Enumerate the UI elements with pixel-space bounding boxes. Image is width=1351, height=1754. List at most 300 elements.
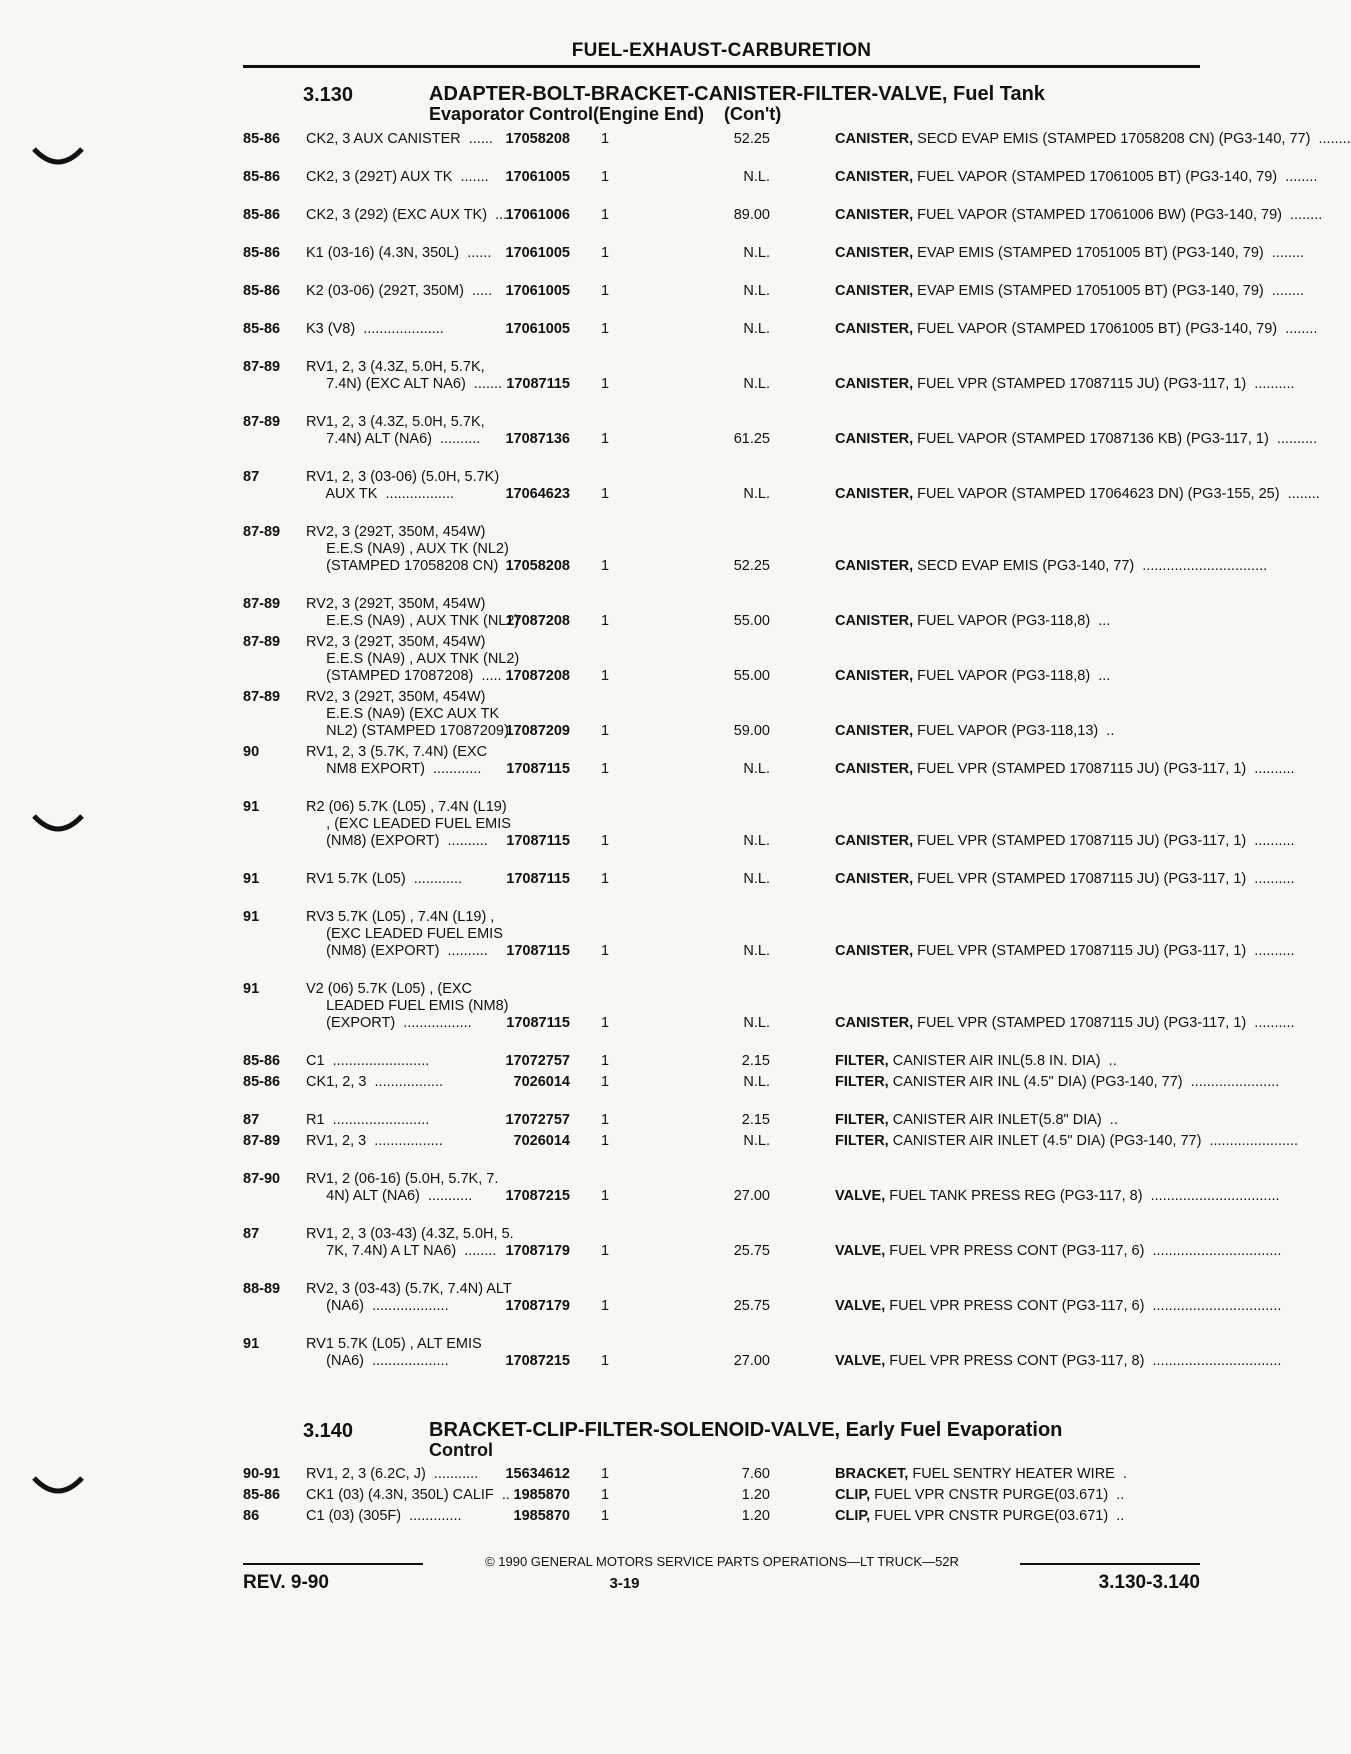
table-row bbox=[243, 596, 1200, 634]
quantity: 1 bbox=[601, 1074, 610, 1090]
part-name-detail: SECD EVAP EMIS (PG3-140, 77) ............................... bbox=[913, 558, 1268, 574]
part-name-detail: FUEL VPR (STAMPED 17087115 JU) (PG3-117, 1) .......... bbox=[913, 833, 1295, 849]
part-name-detail: FUEL VPR PRESS CONT (PG3-117, 6) ................................ bbox=[885, 1298, 1282, 1314]
year-range: 87-89 bbox=[243, 359, 281, 375]
part-name-keyword: CANISTER, bbox=[835, 668, 914, 684]
quantity: 1 bbox=[601, 169, 610, 185]
binder-hole-mark bbox=[30, 1472, 86, 1502]
price: 52.25 bbox=[733, 558, 770, 574]
part-name-keyword: CANISTER, bbox=[835, 321, 914, 337]
table-row bbox=[243, 1053, 1200, 1074]
quantity: 1 bbox=[601, 1466, 610, 1482]
table-row bbox=[243, 245, 1305, 283]
section-number: 3.130 bbox=[303, 84, 354, 106]
table-row bbox=[243, 799, 1295, 871]
part-name-detail: FUEL VPR (STAMPED 17087115 JU) (PG3-117, 1) .......... bbox=[913, 1015, 1295, 1031]
application-desc: 7.4N) ALT (NA6) .......... bbox=[306, 431, 481, 447]
quantity: 1 bbox=[601, 761, 610, 777]
part-number: 1985870 bbox=[513, 1487, 570, 1503]
part-name-keyword: CANISTER, bbox=[835, 486, 914, 502]
quantity: 1 bbox=[601, 558, 610, 574]
application-desc: NM8 EXPORT) ............ bbox=[306, 761, 482, 777]
section-title-line: Control bbox=[429, 1440, 493, 1460]
part-number: 17087115 bbox=[506, 376, 570, 392]
part-name bbox=[835, 283, 1305, 300]
part-name-keyword: CLIP, bbox=[835, 1508, 871, 1524]
part-name-keyword: CANISTER, bbox=[835, 245, 914, 261]
application-desc: , (EXC LEADED FUEL EMIS bbox=[306, 816, 511, 832]
year-range: 91 bbox=[243, 1336, 260, 1352]
part-number: 17087215 bbox=[505, 1353, 570, 1369]
application-desc: CK2, 3 AUX CANISTER ...... bbox=[306, 131, 493, 147]
price: 25.75 bbox=[733, 1243, 770, 1259]
application-desc: RV1, 2, 3 (03-43) (4.3Z, 5.0H, 5. bbox=[306, 1226, 514, 1242]
quantity: 1 bbox=[601, 723, 610, 739]
part-number: 1985870 bbox=[513, 1508, 570, 1524]
year-range: 85-86 bbox=[243, 1487, 281, 1503]
quantity: 1 bbox=[601, 1053, 610, 1069]
application-desc: RV2, 3 (03-43) (5.7K, 7.4N) ALT bbox=[306, 1281, 512, 1297]
table-row bbox=[243, 1133, 1299, 1171]
part-number: 17087115 bbox=[506, 761, 570, 777]
part-name-keyword: VALVE, bbox=[835, 1353, 886, 1369]
year-range: 87-90 bbox=[243, 1171, 281, 1187]
year-range: 90 bbox=[243, 744, 260, 760]
part-name-keyword: CANISTER, bbox=[835, 131, 914, 147]
part-name bbox=[835, 1487, 1205, 1504]
part-name-detail: FUEL VPR (STAMPED 17087115 JU) (PG3-117, 1) .......... bbox=[913, 761, 1295, 777]
table-row bbox=[243, 1226, 1282, 1281]
table-row bbox=[243, 1336, 1282, 1391]
application-desc: CK1, 2, 3 ................. bbox=[306, 1074, 443, 1090]
table-row bbox=[243, 469, 1320, 524]
price: N.L. bbox=[743, 245, 770, 261]
application-desc: K1 (03-16) (4.3N, 350L) ...... bbox=[306, 245, 492, 261]
part-number: 17058208 bbox=[505, 558, 570, 574]
part-name-keyword: CANISTER, bbox=[835, 558, 914, 574]
application-desc: R2 (06) 5.7K (L05) , 7.4N (L19) bbox=[306, 799, 507, 815]
section-title-line: BRACKET-CLIP-FILTER-SOLENOID-VALVE, Early Fuel Evaporation bbox=[429, 1419, 1063, 1441]
quantity: 1 bbox=[601, 245, 610, 261]
year-range: 85-86 bbox=[243, 245, 281, 261]
price: 55.00 bbox=[733, 668, 770, 684]
part-name bbox=[835, 1243, 1282, 1260]
part-name-detail: FUEL VAPOR (PG3-118,8) ... bbox=[913, 613, 1111, 629]
quantity: 1 bbox=[601, 1188, 610, 1204]
quantity: 1 bbox=[601, 1015, 610, 1031]
application-desc: CK2, 3 (292) (EXC AUX TK) ... bbox=[306, 207, 508, 223]
footer-rule bbox=[243, 1563, 423, 1565]
revision-label: REV. 9-90 bbox=[243, 1572, 329, 1593]
part-name-detail: FUEL VPR (STAMPED 17087115 JU) (PG3-117, 1) .......... bbox=[913, 376, 1295, 392]
application-desc: RV1, 2 (06-16) (5.0H, 5.7K, 7. bbox=[306, 1171, 499, 1187]
part-name-detail: FUEL VAPOR (STAMPED 17087136 KB) (PG3-117, 1) .......... bbox=[913, 431, 1318, 447]
part-name-detail: CANISTER AIR INLET(5.8" DIA) .. bbox=[888, 1112, 1118, 1128]
quantity: 1 bbox=[601, 1508, 610, 1524]
part-name bbox=[835, 169, 1318, 186]
part-name bbox=[835, 1133, 1299, 1150]
year-range: 85-86 bbox=[243, 321, 281, 337]
year-range: 90-91 bbox=[243, 1466, 281, 1482]
table-row bbox=[243, 207, 1323, 245]
table-row bbox=[243, 1466, 1200, 1487]
year-range: 87-89 bbox=[243, 596, 281, 612]
application-desc: RV2, 3 (292T, 350M, 454W) bbox=[306, 596, 486, 612]
quantity: 1 bbox=[601, 1112, 610, 1128]
application-desc: RV1 5.7K (L05) ............ bbox=[306, 871, 463, 887]
part-name-detail: FUEL VAPOR (STAMPED 17061005 BT) (PG3-140, 79) ........ bbox=[913, 169, 1318, 185]
part-name bbox=[835, 486, 1320, 503]
year-range: 91 bbox=[243, 799, 260, 815]
part-name bbox=[835, 131, 1351, 148]
quantity: 1 bbox=[601, 207, 610, 223]
year-range: 87-89 bbox=[243, 689, 281, 705]
application-desc: NL2) (STAMPED 17087209) . bbox=[306, 723, 521, 739]
section-title bbox=[429, 1420, 1189, 1460]
application-desc: RV1, 2, 3 (5.7K, 7.4N) (EXC bbox=[306, 744, 488, 760]
part-name bbox=[835, 1112, 1205, 1129]
table-row bbox=[243, 981, 1295, 1053]
part-name bbox=[835, 1508, 1205, 1525]
quantity: 1 bbox=[601, 376, 610, 392]
application-desc: CK2, 3 (292T) AUX TK ....... bbox=[306, 169, 489, 185]
part-name-detail: FUEL SENTRY HEATER WIRE . bbox=[908, 1466, 1127, 1482]
quantity: 1 bbox=[601, 1353, 610, 1369]
application-desc: E.E.S (NA9) , AUX TNK (NL2) bbox=[306, 613, 520, 629]
quantity: 1 bbox=[601, 1133, 610, 1149]
part-name-keyword: FILTER, bbox=[835, 1074, 889, 1090]
price: N.L. bbox=[743, 1015, 770, 1031]
part-name bbox=[835, 613, 1205, 630]
application-desc: (STAMPED 17087208) ..... bbox=[306, 668, 502, 684]
year-range: 91 bbox=[243, 981, 260, 997]
parts-list-3140 bbox=[243, 1466, 1200, 1529]
part-number: 7026014 bbox=[513, 1074, 570, 1090]
part-number: 17087179 bbox=[505, 1298, 570, 1314]
part-number: 17061006 bbox=[505, 207, 570, 223]
year-range: 85-86 bbox=[243, 1074, 281, 1090]
year-range: 85-86 bbox=[243, 283, 281, 299]
year-range: 87 bbox=[243, 469, 260, 485]
price: 61.25 bbox=[733, 431, 770, 447]
part-name bbox=[835, 871, 1295, 888]
application-desc: RV1, 2, 3 (4.3Z, 5.0H, 5.7K, bbox=[306, 414, 485, 430]
part-number: 17087115 bbox=[506, 943, 570, 959]
table-row bbox=[243, 1281, 1282, 1336]
quantity: 1 bbox=[601, 431, 610, 447]
price: 2.15 bbox=[741, 1112, 770, 1128]
price: N.L. bbox=[743, 486, 770, 502]
table-row bbox=[243, 169, 1318, 207]
part-number: 17087136 bbox=[505, 431, 570, 447]
part-name-keyword: BRACKET, bbox=[835, 1466, 909, 1482]
application-desc: K2 (03-06) (292T, 350M) ..... bbox=[306, 283, 493, 299]
price: 1.20 bbox=[741, 1487, 770, 1503]
part-number: 17087115 bbox=[506, 871, 570, 887]
application-desc: E.E.S (NA9) (EXC AUX TK bbox=[306, 706, 500, 722]
year-range: 85-86 bbox=[243, 1053, 281, 1069]
year-range: 87-89 bbox=[243, 414, 281, 430]
year-range: 86 bbox=[243, 1508, 260, 1524]
application-desc: LEADED FUEL EMIS (NM8) bbox=[306, 998, 509, 1014]
application-desc: C1 ........................ bbox=[306, 1053, 430, 1069]
part-number: 17087209 bbox=[505, 723, 570, 739]
price: 25.75 bbox=[733, 1298, 770, 1314]
year-range: 85-86 bbox=[243, 131, 281, 147]
parts-list-3130 bbox=[243, 131, 1351, 1391]
price: 27.00 bbox=[733, 1188, 770, 1204]
part-number: 17064623 bbox=[505, 486, 570, 502]
price: 27.00 bbox=[733, 1353, 770, 1369]
year-range: 87 bbox=[243, 1112, 260, 1128]
application-desc: (STAMPED 17058208 CN) .. bbox=[306, 558, 515, 574]
part-name-keyword: CANISTER, bbox=[835, 207, 914, 223]
price: 89.00 bbox=[733, 207, 770, 223]
year-range: 87-89 bbox=[243, 1133, 281, 1149]
price: N.L. bbox=[743, 169, 770, 185]
part-number: 17058208 bbox=[505, 131, 570, 147]
part-name-keyword: CANISTER, bbox=[835, 1015, 914, 1031]
part-name-keyword: CANISTER, bbox=[835, 283, 914, 299]
table-row bbox=[243, 744, 1295, 799]
part-name-keyword: VALVE, bbox=[835, 1243, 886, 1259]
binder-hole-mark bbox=[30, 143, 86, 173]
price: 7.60 bbox=[741, 1466, 770, 1482]
section-title bbox=[429, 84, 1189, 124]
application-desc: (NA6) ................... bbox=[306, 1353, 449, 1369]
part-name bbox=[835, 761, 1295, 778]
part-name-detail: FUEL VPR (STAMPED 17087115 JU) (PG3-117, 1) .......... bbox=[913, 871, 1295, 887]
quantity: 1 bbox=[601, 321, 610, 337]
price: N.L. bbox=[743, 871, 770, 887]
part-name-detail: CANISTER AIR INL(5.8 IN. DIA) .. bbox=[888, 1053, 1117, 1069]
application-desc: (NM8) (EXPORT) .......... bbox=[306, 943, 488, 959]
application-desc: RV1 5.7K (L05) , ALT EMIS bbox=[306, 1336, 482, 1352]
part-name-detail: CANISTER AIR INLET (4.5" DIA) (PG3-140, 77) ...................... bbox=[888, 1133, 1299, 1149]
part-name bbox=[835, 668, 1205, 685]
application-desc: K3 (V8) .................... bbox=[306, 321, 444, 337]
year-range: 87 bbox=[243, 1226, 260, 1242]
application-desc: (NM8) (EXPORT) .......... bbox=[306, 833, 488, 849]
part-name-keyword: CANISTER, bbox=[835, 943, 914, 959]
application-desc: (NA6) ................... bbox=[306, 1298, 449, 1314]
year-range: 87-89 bbox=[243, 634, 281, 650]
part-name-keyword: CANISTER, bbox=[835, 613, 914, 629]
section-range: 3.130-3.140 bbox=[1098, 1572, 1200, 1593]
quantity: 1 bbox=[601, 1298, 610, 1314]
price: N.L. bbox=[743, 321, 770, 337]
application-desc: V2 (06) 5.7K (L05) , (EXC bbox=[306, 981, 473, 997]
part-name-detail: FUEL TANK PRESS REG (PG3-117, 8) ................................ bbox=[885, 1188, 1280, 1204]
price: N.L. bbox=[743, 376, 770, 392]
part-number: 17061005 bbox=[505, 283, 570, 299]
binder-hole-mark bbox=[30, 810, 86, 840]
part-name-keyword: CANISTER, bbox=[835, 833, 914, 849]
part-name-keyword: FILTER, bbox=[835, 1133, 889, 1149]
part-number: 17087208 bbox=[505, 613, 570, 629]
price: N.L. bbox=[743, 761, 770, 777]
application-desc: RV3 5.7K (L05) , 7.4N (L19) , bbox=[306, 909, 495, 925]
part-number: 17061005 bbox=[505, 245, 570, 261]
year-range: 85-86 bbox=[243, 207, 281, 223]
part-name bbox=[835, 833, 1295, 850]
application-desc: RV1, 2, 3 ................. bbox=[306, 1133, 443, 1149]
part-name-keyword: FILTER, bbox=[835, 1112, 889, 1128]
part-name bbox=[835, 723, 1205, 740]
part-number: 17087115 bbox=[506, 1015, 570, 1031]
part-number: 17072757 bbox=[505, 1053, 570, 1069]
part-name-keyword: CANISTER, bbox=[835, 431, 914, 447]
part-number: 17087179 bbox=[505, 1243, 570, 1259]
part-name-detail: FUEL VPR CNSTR PURGE(03.671) .. bbox=[870, 1508, 1125, 1524]
page-number: 3-19 bbox=[609, 1575, 640, 1592]
year-range: 87-89 bbox=[243, 524, 281, 540]
part-name-keyword: CANISTER, bbox=[835, 871, 914, 887]
table-row bbox=[243, 1171, 1280, 1226]
application-desc: R1 ........................ bbox=[306, 1112, 430, 1128]
part-name bbox=[835, 1298, 1282, 1315]
part-number: 17087208 bbox=[505, 668, 570, 684]
part-name-keyword: CANISTER, bbox=[835, 723, 914, 739]
table-row bbox=[243, 359, 1295, 414]
application-desc: RV1, 2, 3 (03-06) (5.0H, 5.7K) bbox=[306, 469, 500, 485]
section-title-line: Evaporator Control(Engine End) (Con't) bbox=[429, 104, 782, 124]
application-desc: 7.4N) (EXC ALT NA6) ....... bbox=[306, 376, 503, 392]
part-name-keyword: FILTER, bbox=[835, 1053, 889, 1069]
part-name-detail: FUEL VAPOR (STAMPED 17061006 BW) (PG3-140, 79) ........ bbox=[913, 207, 1323, 223]
price: 55.00 bbox=[733, 613, 770, 629]
part-name bbox=[835, 245, 1305, 262]
price: 59.00 bbox=[733, 723, 770, 739]
part-name bbox=[835, 1074, 1280, 1091]
part-name bbox=[835, 943, 1295, 960]
table-row bbox=[243, 1074, 1280, 1112]
part-name bbox=[835, 1353, 1282, 1370]
running-head: FUEL-EXHAUST-CARBURETION bbox=[571, 40, 872, 61]
part-name-keyword: VALVE, bbox=[835, 1298, 886, 1314]
part-name-detail: SECD EVAP EMIS (STAMPED 17058208 CN) (PG3-140, 77) ........ bbox=[913, 131, 1351, 147]
table-row bbox=[243, 283, 1305, 321]
price: 1.20 bbox=[741, 1508, 770, 1524]
part-name bbox=[835, 1015, 1295, 1032]
table-row bbox=[243, 1508, 1200, 1529]
table-row bbox=[243, 131, 1351, 169]
quantity: 1 bbox=[601, 131, 610, 147]
application-desc: C1 (03) (305F) ............. bbox=[306, 1508, 462, 1524]
footer-rule bbox=[1020, 1563, 1200, 1565]
part-name-detail: FUEL VAPOR (PG3-118,13) .. bbox=[913, 723, 1115, 739]
part-name bbox=[835, 1188, 1280, 1205]
header-rule bbox=[243, 65, 1200, 68]
price: N.L. bbox=[743, 1133, 770, 1149]
part-name-keyword: VALVE, bbox=[835, 1188, 886, 1204]
table-row bbox=[243, 909, 1295, 981]
quantity: 1 bbox=[601, 486, 610, 502]
price: N.L. bbox=[743, 283, 770, 299]
part-name-detail: FUEL VPR (STAMPED 17087115 JU) (PG3-117, 1) .......... bbox=[913, 943, 1295, 959]
copyright: © 1990 GENERAL MOTORS SERVICE PARTS OPERATIONS—LT TRUCK—52R bbox=[485, 1554, 959, 1569]
quantity: 1 bbox=[601, 283, 610, 299]
part-name-keyword: CANISTER, bbox=[835, 169, 914, 185]
table-row bbox=[243, 871, 1295, 909]
part-name-detail: FUEL VAPOR (PG3-118,8) ... bbox=[913, 668, 1111, 684]
application-desc: (EXC LEADED FUEL EMIS bbox=[306, 926, 503, 942]
application-desc: E.E.S (NA9) , AUX TK (NL2) bbox=[306, 541, 509, 557]
part-name bbox=[835, 558, 1268, 575]
part-name bbox=[835, 431, 1318, 448]
table-row bbox=[243, 524, 1268, 596]
part-name-detail: EVAP EMIS (STAMPED 17051005 BT) (PG3-140, 79) ........ bbox=[913, 283, 1305, 299]
application-desc: 4N) ALT (NA6) ........... bbox=[306, 1188, 473, 1204]
application-desc: AUX TK ................. bbox=[306, 486, 454, 502]
part-name bbox=[835, 1053, 1205, 1070]
part-name-detail: FUEL VAPOR (STAMPED 17061005 BT) (PG3-140, 79) ........ bbox=[913, 321, 1318, 337]
quantity: 1 bbox=[601, 1243, 610, 1259]
part-number: 7026014 bbox=[513, 1133, 570, 1149]
quantity: 1 bbox=[601, 871, 610, 887]
price: N.L. bbox=[743, 943, 770, 959]
quantity: 1 bbox=[601, 1487, 610, 1503]
part-name-detail: FUEL VPR PRESS CONT (PG3-117, 6) ................................ bbox=[885, 1243, 1282, 1259]
table-row bbox=[243, 689, 1200, 744]
price: 2.15 bbox=[741, 1053, 770, 1069]
quantity: 1 bbox=[601, 668, 610, 684]
part-number: 17061005 bbox=[505, 321, 570, 337]
part-name bbox=[835, 321, 1318, 338]
application-desc: E.E.S (NA9) , AUX TNK (NL2) bbox=[306, 651, 520, 667]
quantity: 1 bbox=[601, 613, 610, 629]
table-row bbox=[243, 634, 1200, 689]
part-name-detail: CANISTER AIR INL (4.5" DIA) (PG3-140, 77) ...................... bbox=[888, 1074, 1280, 1090]
year-range: 91 bbox=[243, 909, 260, 925]
application-desc: RV2, 3 (292T, 350M, 454W) bbox=[306, 634, 486, 650]
part-name-detail: FUEL VPR CNSTR PURGE(03.671) .. bbox=[870, 1487, 1125, 1503]
table-row bbox=[243, 1112, 1200, 1133]
application-desc: RV2, 3 (292T, 350M, 454W) bbox=[306, 689, 486, 705]
year-range: 91 bbox=[243, 871, 260, 887]
part-name-detail: FUEL VAPOR (STAMPED 17064623 DN) (PG3-155, 25) ........ bbox=[913, 486, 1320, 502]
application-desc: RV1, 2, 3 (4.3Z, 5.0H, 5.7K, bbox=[306, 359, 485, 375]
part-number: 17087115 bbox=[506, 833, 570, 849]
quantity: 1 bbox=[601, 943, 610, 959]
table-row bbox=[243, 321, 1318, 359]
year-range: 85-86 bbox=[243, 169, 281, 185]
quantity: 1 bbox=[601, 833, 610, 849]
application-desc: RV1, 2, 3 (6.2C, J) ........... bbox=[306, 1466, 479, 1482]
part-name-detail: EVAP EMIS (STAMPED 17051005 BT) (PG3-140, 79) ........ bbox=[913, 245, 1305, 261]
part-name bbox=[835, 207, 1323, 224]
application-desc: (EXPORT) ................. bbox=[306, 1015, 472, 1031]
part-name bbox=[835, 1466, 1205, 1483]
year-range: 88-89 bbox=[243, 1281, 281, 1297]
price: N.L. bbox=[743, 833, 770, 849]
part-name bbox=[835, 376, 1295, 393]
part-name-keyword: CANISTER, bbox=[835, 761, 914, 777]
price: 52.25 bbox=[733, 131, 770, 147]
part-number: 17061005 bbox=[505, 169, 570, 185]
table-row bbox=[243, 414, 1318, 469]
part-name-keyword: CANISTER, bbox=[835, 376, 914, 392]
part-number: 17087215 bbox=[505, 1188, 570, 1204]
part-number: 17072757 bbox=[505, 1112, 570, 1128]
application-desc: 7K, 7.4N) A LT NA6) ........ bbox=[306, 1243, 497, 1259]
application-desc: RV2, 3 (292T, 350M, 454W) bbox=[306, 524, 486, 540]
part-number: 15634612 bbox=[505, 1466, 570, 1482]
section-title-line: ADAPTER-BOLT-BRACKET-CANISTER-FILTER-VALVE, Fuel Tank bbox=[429, 83, 1045, 105]
application-desc: CK1 (03) (4.3N, 350L) CALIF .. bbox=[306, 1487, 510, 1503]
part-name-keyword: CLIP, bbox=[835, 1487, 871, 1503]
section-number: 3.140 bbox=[303, 1420, 354, 1442]
